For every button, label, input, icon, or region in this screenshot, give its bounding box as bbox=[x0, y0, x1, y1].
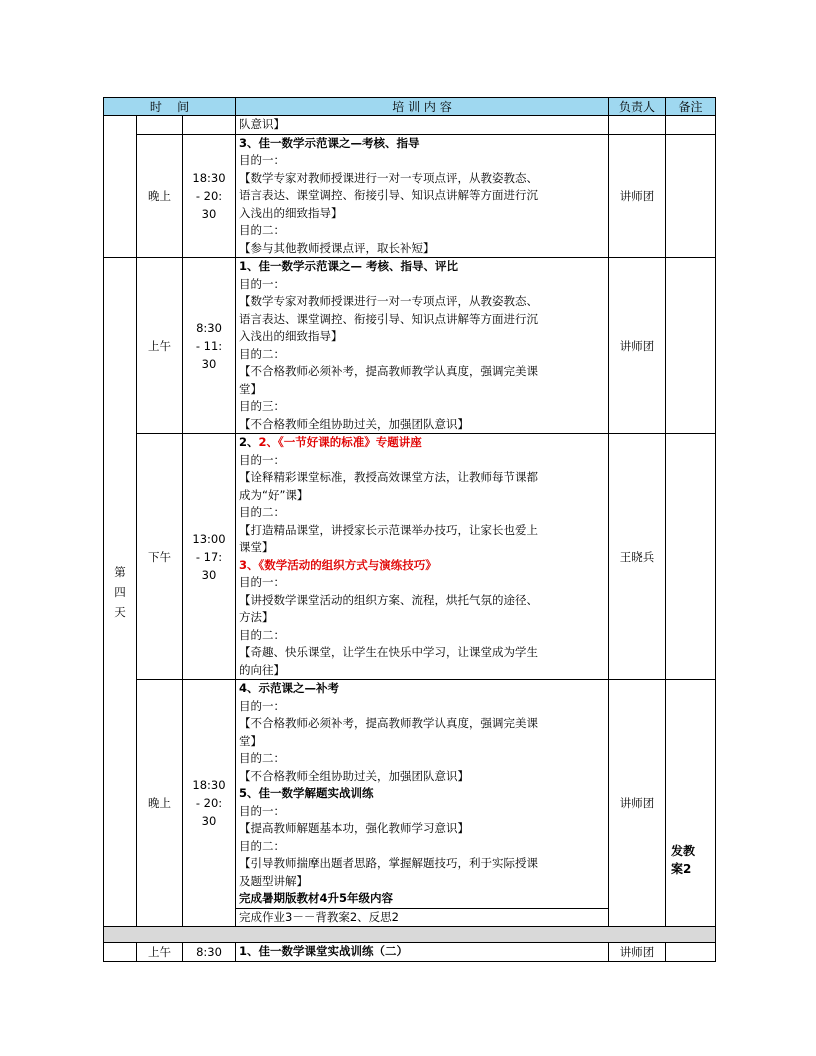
period-cell: 下午 bbox=[137, 434, 183, 680]
note-cell bbox=[666, 134, 716, 258]
period-cell bbox=[137, 116, 183, 135]
note-cell bbox=[666, 116, 716, 135]
table-row bbox=[104, 680, 716, 927]
note-cell bbox=[666, 434, 716, 680]
lecture-title: 3、《数学活动的组织方式与演练技巧》 bbox=[239, 557, 437, 572]
note-cell bbox=[666, 258, 716, 434]
content-cell: 1、佳一数学示范课之— 考核、指导、评比 目的一： 【数学专家对教师授课进行一对一专项点评，从教姿教态、 语言表达、课堂调控、衔接引导、知识点讲解等方面进行沉 入浅出的细致指导】 目的二： 【不合格教师必须补考，提高教师教学认真度，强调完美课 堂】 目的三： 【不合格教师全组协助过关，加强团队意识】 bbox=[236, 258, 609, 434]
content-cell bbox=[236, 943, 609, 962]
time-cell: 8:30 - 11: 30 bbox=[183, 258, 236, 434]
content-cell: 3、佳一数学示范课之—考核、指导 目的一： 【数学专家对教师授课进行一对一专项点评，从教姿教态、 语言表达、课堂调控、衔接引导、知识点讲解等方面进行沉 入浅出的细致指导】 目的二： 【参与其他教师授课点评，取长补短】 bbox=[236, 134, 609, 258]
day-label: 第 四 天 bbox=[104, 258, 137, 927]
table-row bbox=[104, 116, 716, 135]
content-cell: 2、2、《一节好课的标准》专题讲座 目的一： 【诠释精彩课堂标准，教授高效课堂方法，让教师每节课都 成为“好”课】 目的二： 【打造精品课堂，讲授家长示范课举办技巧，让家长也爱上 课堂】 3、《数学活动的组织方式与演练技巧》 目的一： 【讲授数学课堂活动的组织方案、流程，烘托气氛的途径、 方法】 目的二： 【奇趣、快乐课堂，让学生在快乐中学习，让课堂成为学生 的向往】 bbox=[236, 434, 609, 680]
day-label-next bbox=[104, 943, 137, 962]
table-row bbox=[104, 434, 716, 680]
lecture-title: 2、2、《一节好课的标准》专题讲座 bbox=[239, 435, 422, 449]
table-row bbox=[104, 943, 716, 962]
owner-cell: 讲师团 bbox=[609, 680, 666, 927]
owner-cell: 讲师团 bbox=[609, 134, 666, 258]
note-cell: 发教 案2 bbox=[666, 680, 716, 927]
header-owner: 负责人 bbox=[609, 98, 666, 116]
period-cell: 上午 bbox=[137, 943, 183, 962]
time-cell: 13:00 - 17: 30 bbox=[183, 434, 236, 680]
header-time: 时 间 bbox=[104, 98, 236, 116]
content-cell bbox=[236, 116, 609, 135]
header-note: 备注 bbox=[666, 98, 716, 116]
content-title: 5、佳一数学解题实战训练 bbox=[239, 786, 374, 800]
day-label-prev bbox=[104, 116, 137, 258]
owner-cell: 王晓兵 bbox=[609, 434, 666, 680]
content-title: 4、示范课之—补考 bbox=[239, 681, 340, 695]
table-header-row bbox=[104, 98, 716, 116]
header-content: 培 训 内 容 bbox=[236, 98, 609, 116]
period-cell: 晚上 bbox=[137, 680, 183, 927]
content-line: 队意识】 bbox=[239, 117, 285, 131]
time-cell bbox=[183, 116, 236, 135]
owner-cell: 讲师团 bbox=[609, 258, 666, 434]
schedule-table bbox=[103, 97, 716, 962]
period-cell: 晚上 bbox=[137, 134, 183, 258]
owner-cell bbox=[609, 116, 666, 135]
time-cell: 18:30 - 20: 30 bbox=[183, 680, 236, 927]
owner-cell: 讲师团 bbox=[609, 943, 666, 962]
content-title: 1、佳一数学课堂实战训练（二） bbox=[239, 944, 408, 958]
table-row bbox=[104, 134, 716, 258]
time-cell: 8:30 bbox=[183, 943, 236, 962]
time-cell: 18:30 - 20: 30 bbox=[183, 134, 236, 258]
summary-line: 完成暑期版教材4升5年级内容 bbox=[239, 891, 394, 905]
period-cell: 上午 bbox=[137, 258, 183, 434]
separator-row bbox=[104, 927, 716, 943]
content-title: 3、佳一数学示范课之—考核、指导 bbox=[239, 135, 420, 150]
content-title: 1、佳一数学示范课之— 考核、指导、评比 bbox=[239, 259, 459, 273]
note-cell bbox=[666, 943, 716, 962]
content-cell: 4、示范课之—补考 目的一： 【不合格教师必须补考，提高教师教学认真度，强调完美课 堂】 目的二： 【不合格教师全组协助过关，加强团队意识】 5、佳一数学解题实战训练 目的一： 【提高教师解题基本功，强化教师学习意识】 目的二： 【引导教师揣摩出题者思路，掌握解题技巧，利于实际授课 及题型讲解】 完成暑期版教材4升5年级内容 完成作业3－－背教案2、反思2 bbox=[236, 680, 609, 927]
homework-line: 完成作业3－－背教案2、反思2 bbox=[236, 908, 608, 927]
table-row bbox=[104, 258, 716, 434]
